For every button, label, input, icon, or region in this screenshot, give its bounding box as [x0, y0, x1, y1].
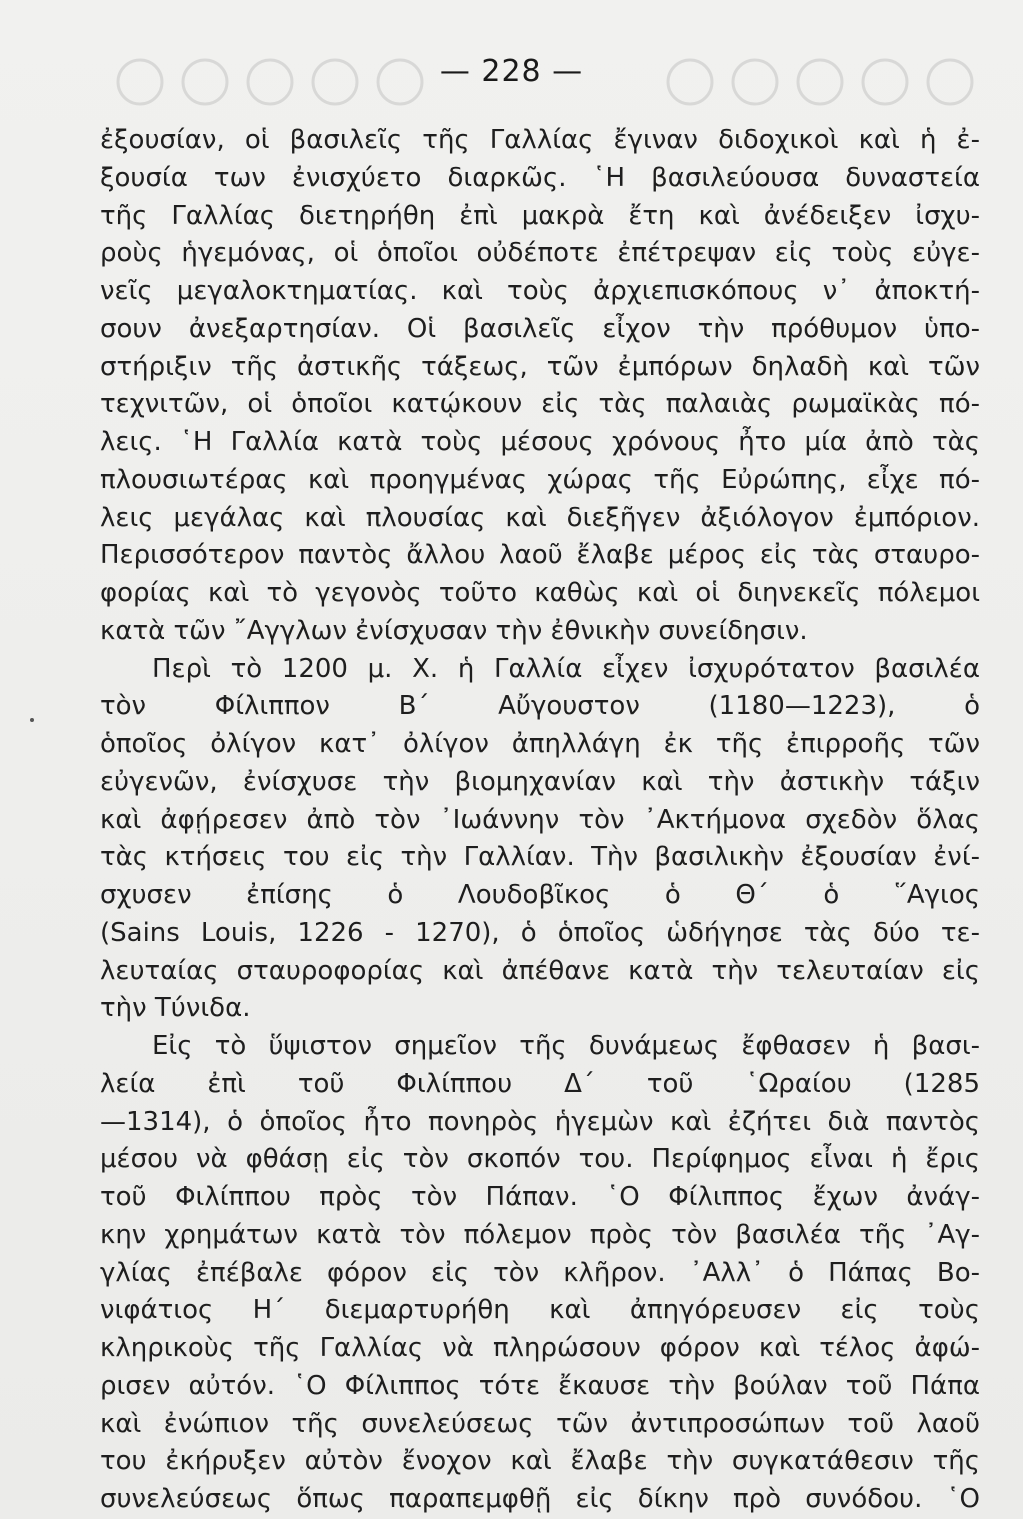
text-line: τοῦ Φιλίππου πρὸς τὸν Πάπαν. ῾Ο Φίλιππος ἔχων ἀνάγ-	[100, 1182, 980, 1212]
text-line: —1314), ὁ ὁποῖος ἦτο πονηρὸς ἡγεμὼν καὶ ἐζήτει διὰ παντὸς	[100, 1106, 980, 1137]
text-line: καὶ ἀφῄρεσεν ἀπὸ τὸν ᾽Ιωάννην τὸν ᾽Ακτήμονα σχεδὸν ὅλας	[100, 804, 980, 835]
text-line: ἐξουσίαν, οἱ βασιλεῖς τῆς Γαλλίας ἔγιναν διδοχικοὶ καὶ ἡ ἐ-	[100, 125, 980, 155]
text-line: ρισεν αὐτόν. ῾Ο Φίλιππος τότε ἔκαυσε τὴν βούλαν τοῦ Πάπα	[100, 1370, 980, 1401]
text-line: στήριξιν τῆς ἀστικῆς τάξεως, τῶν ἐμπόρων δηλαδὴ καὶ τῶν	[100, 351, 980, 382]
text-line: πλουσιωτέρας καὶ προηγμένας χώρας τῆς Εὐρώπης, εἶχε πό-	[100, 464, 980, 495]
text-line: τῆς Γαλλίας διετηρήθη ἐπὶ μακρὰ ἔτη καὶ ἀνέδειξεν ἰσχυ-	[100, 200, 980, 231]
text-line: γλίας ἐπέβαλε φόρον εἰς τὸν κλῆρον. ᾽Αλλ᾽ ὁ Πάπας Βο-	[100, 1257, 980, 1288]
text-line: εὐγενῶν, ἐνίσχυσε τὴν βιομηχανίαν καὶ τὴν ἀστικὴν τάξιν	[100, 766, 980, 797]
text-line: λεις μεγάλας καὶ πλουσίας καὶ διεξῆγεν ἀξιόλογον ἐμπόριον.	[100, 502, 980, 533]
text-line: τὰς κτήσεις του εἰς τὴν Γαλλίαν. Τὴν βασιλικὴν ἐξουσίαν ἐνί-	[100, 842, 980, 873]
text-line: συνελεύσεως ὅπως παραπεμφθῇ εἰς δίκην πρὸ συνόδου. ῾Ο	[100, 1484, 980, 1514]
text-line: σχυσεν ἐπίσης ὁ Λουδοβῖκος ὁ Θ΄ ὁ ῞Αγιος	[100, 880, 980, 910]
text-line: κην χρημάτων κατὰ τὸν πόλεμον πρὸς τὸν βασιλέα τῆς ᾽Αγ-	[100, 1219, 980, 1250]
text-line: κατὰ τῶν ῎Αγγλων ἐνίσχυσαν τὴν ἐθνικὴν συνείδησιν.	[100, 615, 808, 646]
text-line: τὸν Φίλιππον Β΄ Αὔγουστον (1180—1223), ὁ	[100, 691, 980, 722]
page-number: — 228 —	[439, 54, 584, 89]
text-line: καὶ ἐνώπιον τῆς συνελεύσεως τῶν ἀντιπροσώπων τοῦ λαοῦ	[100, 1408, 980, 1439]
text-line: (Sains Louis, 1226 - 1270), ὁ ὁποῖος ὡδήγησε τὰς δύο τε-	[100, 917, 980, 948]
text-line: Περισσότερον παντὸς ἄλλου λαοῦ ἔλαβε μέρος εἰς τὰς σταυρο-	[100, 540, 980, 571]
text-line: τὴν Τύνιδα.	[100, 993, 251, 1024]
text-line: λεία ἐπὶ τοῦ Φιλίππου Δ΄ τοῦ ῾Ωραίου (1285	[100, 1068, 980, 1099]
text-line: ροὺς ἡγεμόνας, οἱ ὁποῖοι οὐδέποτε ἐπέτρεψαν εἰς τοὺς εὐγε-	[100, 238, 980, 269]
text-line: κληρικοὺς τῆς Γαλλίας νὰ πληρώσουν φόρον καὶ τέλος ἀφώ-	[100, 1333, 980, 1363]
text-line: σουν ἀνεξαρτησίαν. Οἱ βασιλεῖς εἶχον τὴν πρόθυμον ὑπο-	[100, 313, 980, 344]
text-line: νιφάτιος Η΄ διεμαρτυρήθη καὶ ἀπηγόρευσεν εἰς τοὺς	[100, 1295, 980, 1326]
text-line: ὁποῖος ὀλίγον κατ᾽ ὀλίγον ἀπηλλάγη ἐκ τῆς ἐπιρροῆς τῶν	[100, 729, 980, 759]
text-line: τεχνιτῶν, οἱ ὁποῖοι κατῴκουν εἰς τὰς παλαιὰς ρωμαϊκὰς πό-	[100, 389, 980, 420]
body-text	[100, 122, 980, 1519]
text-line: ξουσία των ἐνισχύετο διαρκῶς. ῾Η βασιλεύουσα δυναστεία	[100, 162, 980, 193]
text-line: λεις. ῾Η Γαλλία κατὰ τοὺς μέσους χρόνους ἦτο μία ἀπὸ τὰς	[100, 427, 980, 457]
text-line: Περὶ τὸ 1200 μ. Χ. ἡ Γαλλία εἶχεν ἰσχυρότατον βασιλέα	[152, 653, 980, 684]
text-line: του ἐκήρυξεν αὐτὸν ἔνοχον καὶ ἔλαβε τὴν συγκατάθεσιν τῆς	[100, 1446, 980, 1477]
text-line: Εἰς τὸ ὕψιστον σημεῖον τῆς δυνάμεως ἔφθασεν ἡ βασι-	[152, 1031, 980, 1061]
text-line: φορίας καὶ τὸ γεγονὸς τοῦτο καθὼς καὶ οἱ διηνεκεῖς πόλεμοι	[100, 578, 980, 608]
margin-speck	[30, 718, 34, 722]
text-line: νεῖς μεγαλοκτηματίας. καὶ τοὺς ἀρχιεπισκόπους ν᾽ ἀποκτή-	[100, 276, 980, 306]
text-line: λευταίας σταυροφορίας καὶ ἀπέθανε κατὰ τὴν τελευταίαν εἰς	[100, 955, 980, 986]
text-line: μέσου νὰ φθάσῃ εἰς τὸν σκοπόν του. Περίφημος εἶναι ἡ ἔρις	[100, 1144, 980, 1175]
